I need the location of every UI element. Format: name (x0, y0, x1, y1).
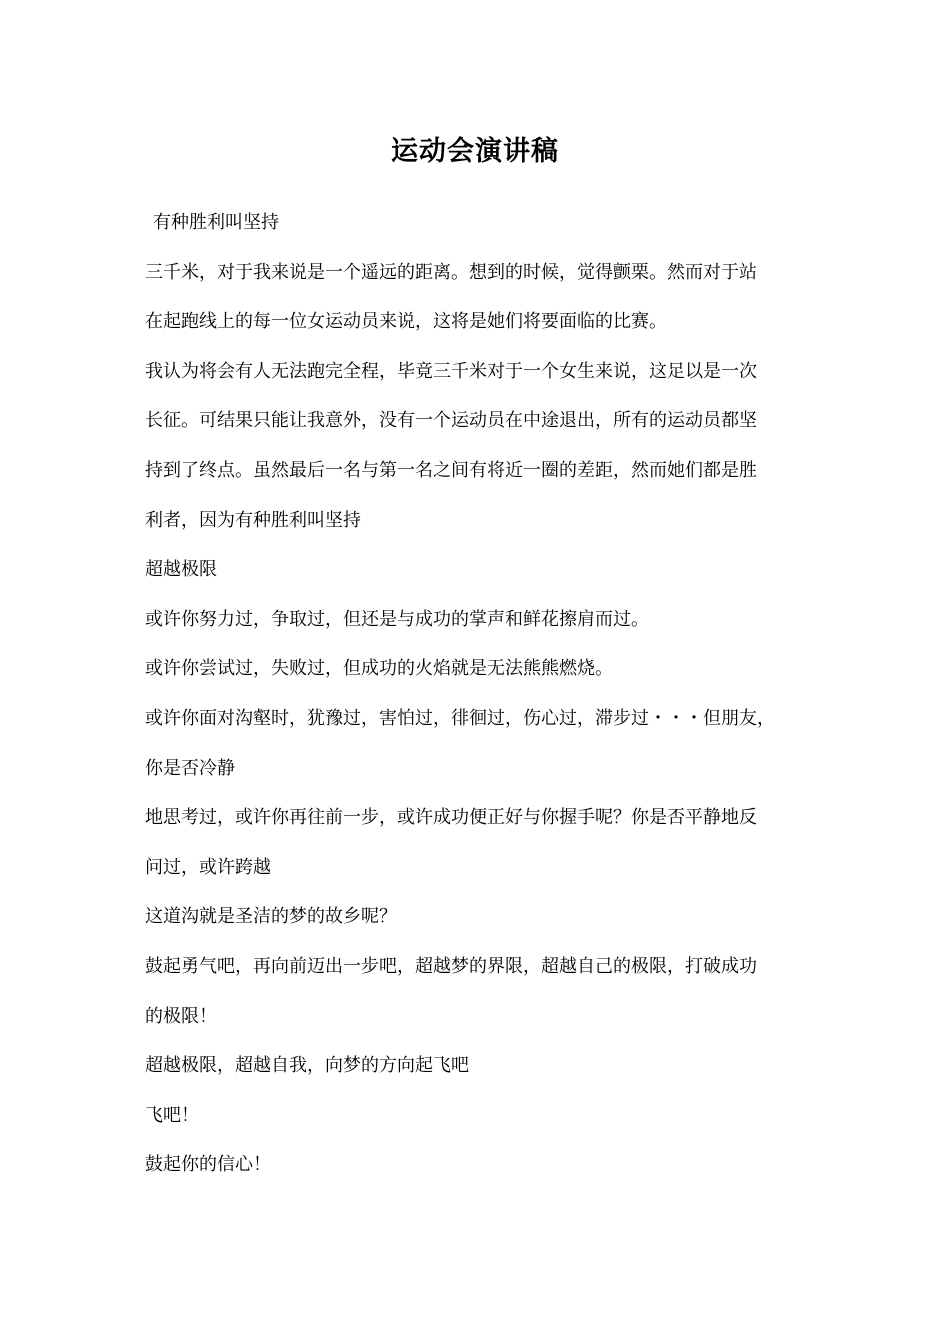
paragraph-line: 三千米，对于我来说是一个遥远的距离。想到的时候，觉得颤栗。然而对于站 (145, 261, 757, 283)
paragraph-line: 或许你面对沟壑时，犹豫过，害怕过，徘徊过，伤心过，滞步过・・・但朋友， (145, 707, 775, 729)
section-heading-beyond-limits: 超越极限 (145, 559, 217, 581)
document-body (145, 198, 825, 1190)
paragraph-line: 这道沟就是圣洁的梦的故乡呢？ (145, 906, 397, 928)
paragraph-line: 地思考过，或许你再往前一步，或许成功便正好与你握手呢？你是否平静地反 (145, 807, 757, 829)
paragraph-line: 鼓起勇气吧，再向前迈出一步吧，超越梦的界限，超越自己的极限，打破成功 (145, 955, 757, 977)
paragraph-line: 长征。可结果只能让我意外，没有一个运动员在中途退出，所有的运动员都坚 (145, 410, 757, 432)
paragraph-line: 或许你尝试过，失败过，但成功的火焰就是无法熊熊燃烧。 (145, 658, 613, 680)
paragraph-line: 超越极限，超越自我，向梦的方向起飞吧 (145, 1055, 469, 1077)
paragraph-line: 的极限！ (145, 1005, 217, 1027)
paragraph-line: 在起跑线上的每一位女运动员来说，这将是她们将要面临的比赛。 (145, 311, 667, 333)
document-title: 运动会演讲稿 (391, 136, 559, 167)
paragraph-line: 飞吧！ (145, 1104, 199, 1126)
paragraph-line: 利者，因为有种胜利叫坚持 (145, 509, 361, 531)
paragraph-line: 问过，或许跨越 (145, 856, 271, 878)
paragraph-line: 我认为将会有人无法跑完全程，毕竟三千米对于一个女生来说，这足以是一次 (145, 360, 757, 382)
paragraph-line: 你是否冷静 (145, 757, 235, 779)
paragraph-line: 持到了终点。虽然最后一名与第一名之间有将近一圈的差距，然而她们都是胜 (145, 459, 757, 481)
paragraph-line: 或许你努力过，争取过，但还是与成功的掌声和鲜花擦肩而过。 (145, 608, 649, 630)
paragraph-line: 鼓起你的信心！ (145, 1154, 271, 1176)
section-heading-persistence: 有种胜利叫坚持 (153, 212, 279, 233)
